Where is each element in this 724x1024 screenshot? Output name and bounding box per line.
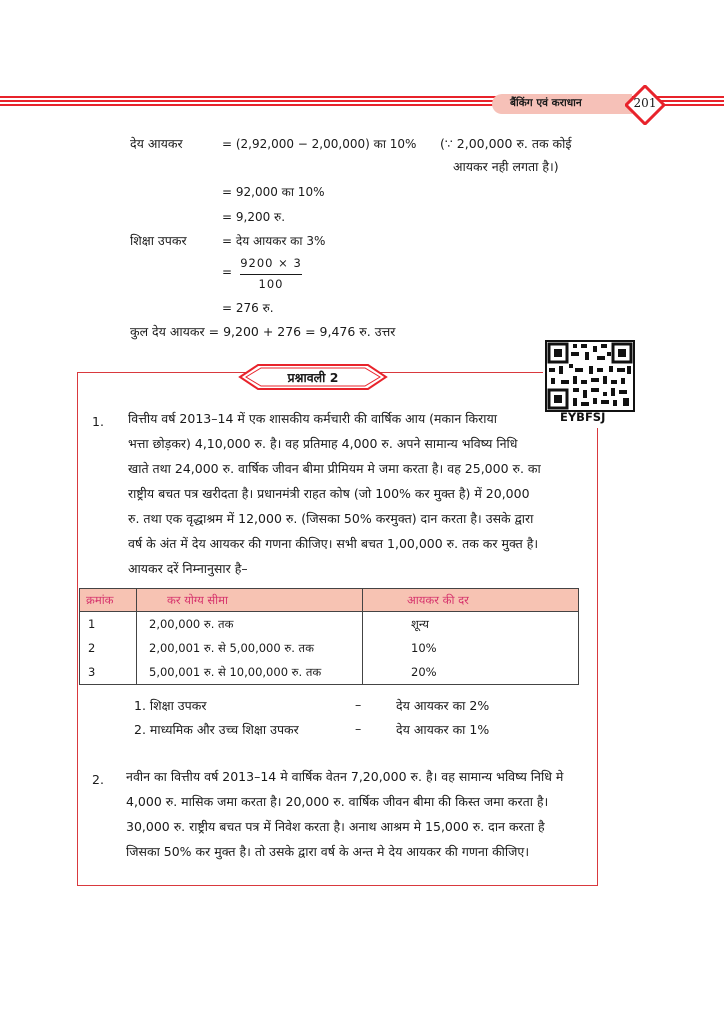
cell-rate: 10% [363,636,579,660]
cell-serial: 3 [80,660,137,685]
chapter-title: बैंकिंग एवं कराधान [510,97,582,109]
solution-expr-2: = 92,000 का 10% [222,185,325,199]
q1-line: आयकर दरें निम्नानुसार है– [128,561,248,576]
table-row [80,660,579,685]
cell-limit: 5,00,001 रु. से 10,00,000 रु. तक [137,660,363,685]
fraction-equals: = [222,265,233,279]
q1-line: रु. तथा एक वृद्धाश्रम में 12,000 रु. (जिसका 50% करमुक्त) दान करता है। उसके द्वारा [128,511,534,526]
fraction-numerator: 9200 × 3 [240,256,302,270]
tax-rate-table [79,588,579,685]
q2-line: 4,000 रु. मासिक जमा करता है। 20,000 रु. वार्षिक जीवन बीमा की किस्त जमा करता है। [126,794,549,809]
q1-number: 1. [92,414,104,429]
cess-2-label: 2. माध्यमिक और उच्च शिक्षा उपकर [134,722,299,737]
solution-label-tax: देय आयकर [130,136,183,151]
cess-1-dash: – [355,697,362,712]
solution-label-cess: शिक्षा उपकर [130,233,187,248]
cess-2-value: देय आयकर का 1% [396,722,490,737]
q1-line: वित्तीय वर्ष 2013–14 में एक शासकीय कर्मचारी की वार्षिक आय (मकान किराया [128,411,497,426]
solution-expr-3: = 9,200 रु. [222,210,286,224]
header-serial: क्रमांक [80,589,137,612]
exercise-title: प्रश्नावली 2 [287,370,339,385]
q1-line: खाते तथा 24,000 रु. वार्षिक जीवन बीमा प्रीमियम मे जमा करता है। वह 25,000 रु. का [128,461,541,476]
table-row [80,612,579,637]
fraction-bar [240,274,302,275]
qr-code-label: EYBFSJ [560,410,606,424]
q1-text [128,406,541,581]
cess-1-value: देय आयकर का 2% [396,698,490,713]
page-number: 201 [633,96,657,110]
q2-line: नवीन का वित्तीय वर्ष 2013–14 मे वार्षिक वेतन 7,20,000 रु. है। वह सामान्य भविष्य निधि मे [126,769,564,784]
q2-text [126,764,563,864]
cell-limit: 2,00,001 रु. से 5,00,000 रु. तक [137,636,363,660]
cell-rate: 20% [363,660,579,685]
q1-line: भत्ता छोड़कर) 4,10,000 रु. है। वह प्रतिमाह 4,000 रु. अपने सामान्य भविष्य निधि [128,436,518,451]
q2-line: 30,000 रु. राष्ट्रीय बचत पत्र में निवेश करता है। अनाथ आश्रम मे 15,000 रु. दान करता है [126,819,545,834]
cell-serial: 2 [80,636,137,660]
cell-rate: शून्य [363,612,579,637]
solution-expr-1: = (2,92,000 − 2,00,000) का 10% [222,137,417,151]
cess-2-dash: – [355,721,362,736]
solution-total: कुल देय आयकर = 9,200 + 276 = 9,476 रु. उत्तर [130,324,396,339]
q1-line: वर्ष के अंत में देय आयकर की गणना कीजिए। सभी बचत 1,00,000 रु. तक कर मुक्त है। [128,536,539,551]
solution-note-1: (∵ 2,00,000 रु. तक कोई [440,136,572,151]
table-header-row [80,589,579,612]
solution-expr-6: = 276 रु. [222,301,274,315]
cell-limit: 2,00,000 रु. तक [137,612,363,637]
q2-number: 2. [92,772,104,787]
cess-1-label: 1. शिक्षा उपकर [134,698,207,713]
cell-serial: 1 [80,612,137,637]
q1-line: राष्ट्रीय बचत पत्र खरीदता है। प्रधानमंत्री राहत कोष (जो 100% कर मुक्त है) में 20,000 [128,486,530,501]
q2-line: जिसका 50% कर मुक्त है। तो उसके द्वारा वर्ष के अन्त मे देय आयकर की गणना कीजिए। [126,844,530,859]
fraction-denominator: 100 [258,277,284,291]
solution-expr-4: = देय आयकर का 3% [222,234,326,248]
header-taxable-limit: कर योग्य सीमा [137,589,363,612]
solution-note-2: आयकर नही लगता है।) [453,159,559,174]
table-row [80,636,579,660]
header-tax-rate: आयकर की दर [363,589,579,612]
